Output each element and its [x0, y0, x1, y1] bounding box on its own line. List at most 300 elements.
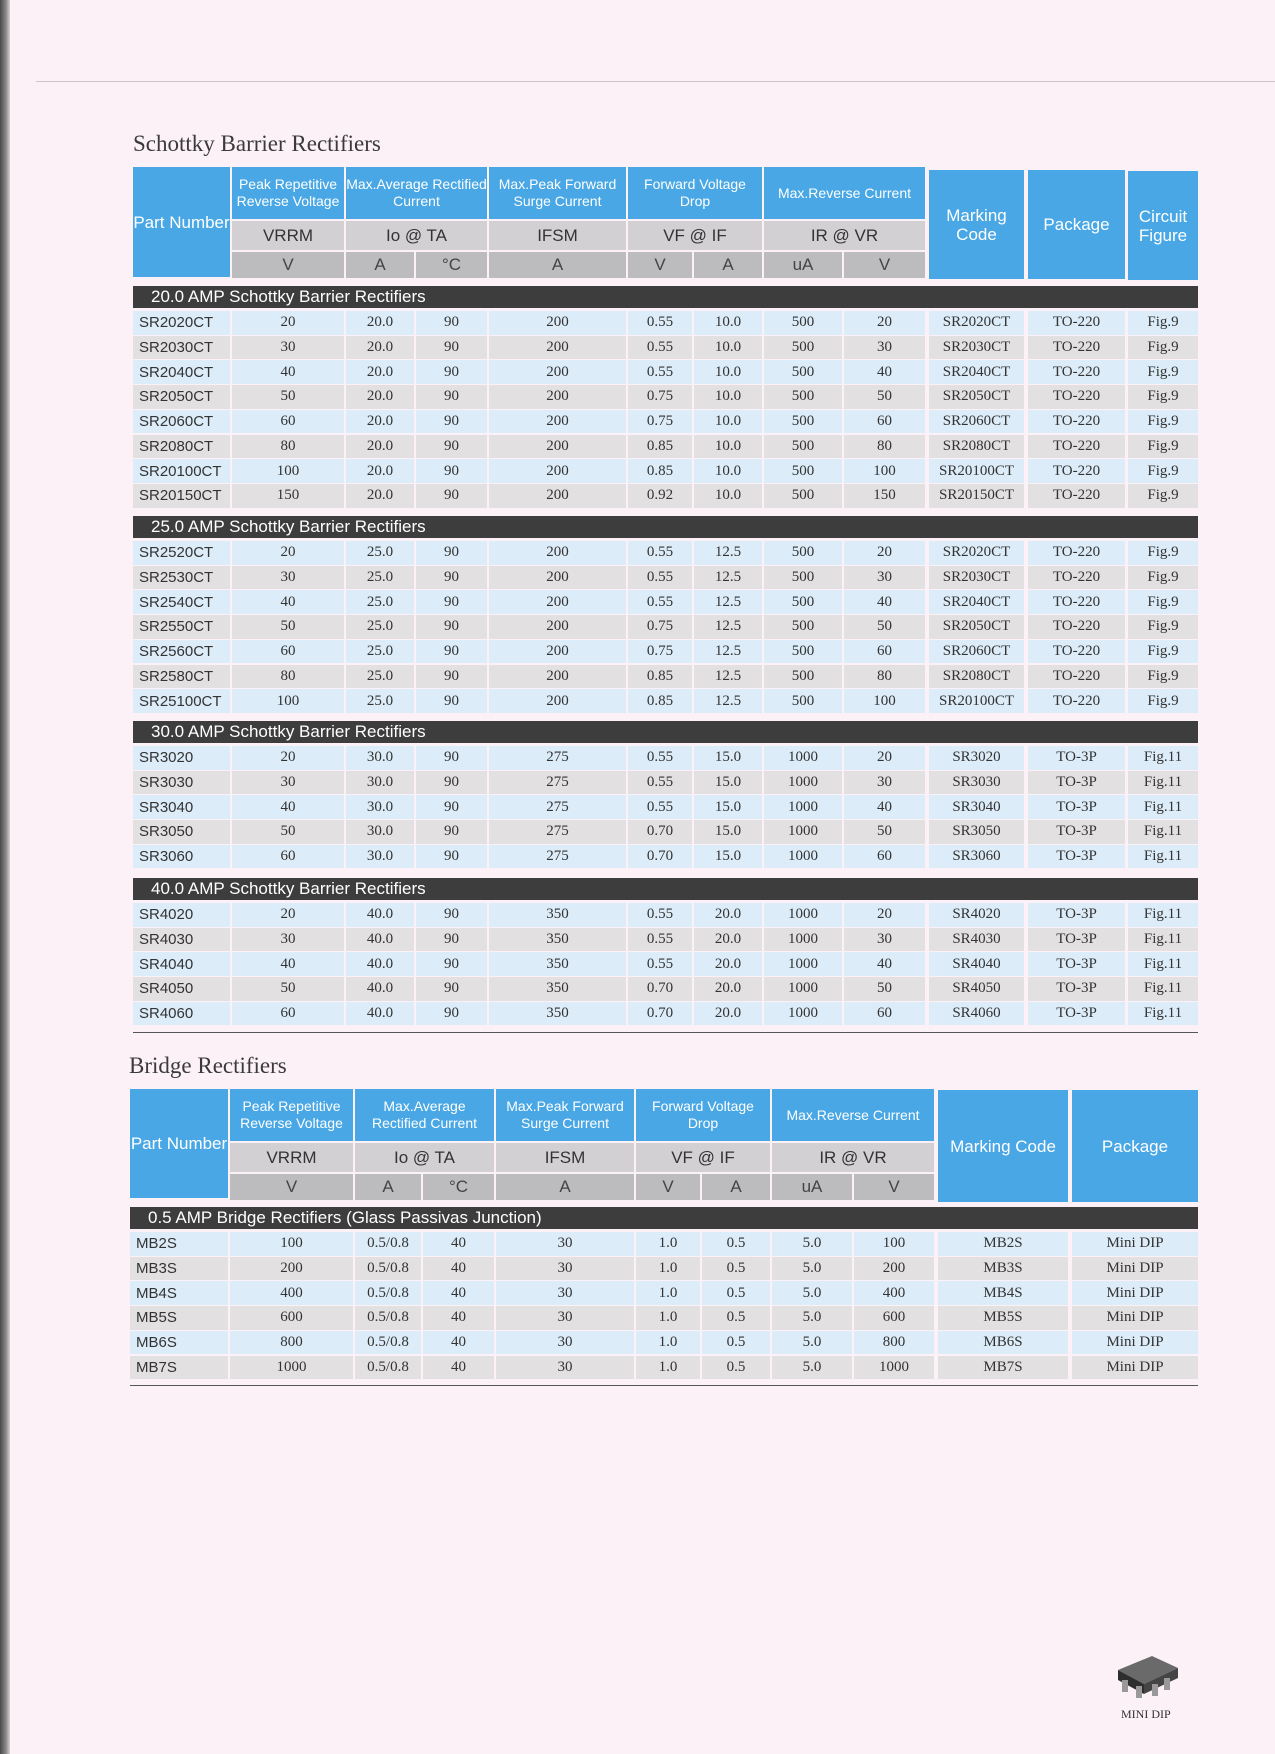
cell-vrrm: 200 — [280, 1260, 303, 1277]
cell-vrrm: 60 — [280, 643, 296, 660]
cell-circuit-figure: Fig.9 — [1147, 462, 1179, 479]
header-sym-vf: VF @ IF — [636, 1143, 770, 1172]
cell-vrrm: 1000 — [276, 1358, 307, 1375]
cell-ifsm: 200 — [546, 314, 569, 331]
cell-marking-code: MB4S — [983, 1284, 1023, 1301]
cell-vrrm: 20 — [280, 906, 296, 923]
header-package: Package — [1028, 170, 1125, 279]
top-rule — [36, 81, 1275, 82]
cell-package: TO-3P — [1056, 931, 1097, 948]
header-unit-v: V — [230, 1174, 353, 1200]
group-band: 25.0 AMP Schottky Barrier Rectifiers — [133, 516, 1198, 538]
cell-package: TO-220 — [1052, 437, 1101, 454]
header-io-title: Max.Average Rectified Current — [355, 1089, 494, 1141]
cell-vr: 30 — [877, 774, 892, 791]
header-sym-ir: IR @ VR — [772, 1143, 934, 1172]
cell-io: 40.0 — [366, 1005, 394, 1022]
header-unit-ua: uA — [764, 252, 842, 278]
cell-package: TO-3P — [1056, 823, 1097, 840]
cell-part-number: SR2550CT — [139, 618, 214, 636]
cell-circuit-figure: Fig.11 — [1143, 980, 1183, 997]
cell-vf: 0.85 — [646, 692, 674, 709]
cell-io: 25.0 — [366, 569, 394, 586]
cell-io: 0.5/0.8 — [367, 1284, 409, 1301]
cell-ir: 1000 — [788, 749, 818, 766]
cell-ir: 500 — [791, 314, 815, 331]
cell-vrrm: 60 — [280, 413, 296, 430]
cell-ifsm: 350 — [546, 906, 569, 923]
cell-vr: 150 — [873, 487, 896, 504]
header-unit-v: V — [854, 1174, 934, 1200]
cell-part-number: SR3040 — [139, 798, 194, 816]
cell-package: Mini DIP — [1106, 1260, 1164, 1277]
cell-vr: 40 — [877, 955, 892, 972]
cell-ta: 90 — [444, 544, 459, 561]
cell-vrrm: 100 — [276, 462, 300, 479]
cell-io: 20.0 — [366, 339, 394, 356]
mini-dip-caption: MINI DIP — [1121, 1707, 1171, 1721]
cell-package: TO-220 — [1052, 314, 1101, 331]
cell-vr: 400 — [882, 1284, 906, 1301]
cell-vf: 1.0 — [658, 1260, 678, 1277]
cell-vf: 0.55 — [646, 798, 674, 815]
cell-io: 20.0 — [366, 363, 394, 380]
cell-ifsm: 30 — [557, 1235, 573, 1252]
cell-package: TO-220 — [1052, 618, 1101, 635]
cell-vrrm: 30 — [280, 339, 296, 356]
cell-ifsm: 200 — [546, 618, 569, 635]
cell-ta: 90 — [444, 749, 459, 766]
table-row — [0, 336, 1275, 360]
cell-ir: 500 — [791, 437, 815, 454]
cell-ifsm: 200 — [546, 569, 569, 586]
header-vrrm-title: Peak Repetitive Reverse Voltage — [232, 167, 344, 219]
cell-vf: 0.75 — [646, 388, 674, 405]
cell-part-number: SR20100CT — [139, 462, 222, 480]
cell-circuit-figure: Fig.9 — [1147, 363, 1179, 380]
cell-part-number: SR4040 — [139, 955, 194, 973]
cell-ir: 1000 — [788, 931, 818, 948]
header-unit-degc: °C — [416, 252, 487, 278]
cell-part-number: SR4060 — [139, 1005, 194, 1023]
cell-io: 30.0 — [366, 798, 394, 815]
cell-circuit-figure: Fig.9 — [1147, 569, 1179, 586]
header-unit-v: V — [636, 1174, 700, 1200]
header-ifsm-title: Max.Peak Forward Surge Current — [496, 1089, 634, 1141]
cell-package: TO-220 — [1052, 667, 1101, 684]
group-band: 20.0 AMP Schottky Barrier Rectifiers — [133, 286, 1198, 308]
cell-ir: 1000 — [788, 823, 818, 840]
cell-vr: 60 — [877, 643, 892, 660]
cell-io: 25.0 — [366, 643, 394, 660]
cell-io: 25.0 — [366, 692, 394, 709]
cell-circuit-figure: Fig.11 — [1143, 906, 1183, 923]
cell-io: 25.0 — [366, 618, 394, 635]
cell-vf: 0.92 — [646, 487, 674, 504]
cell-vf: 0.55 — [646, 906, 674, 923]
cell-ir: 5.0 — [802, 1284, 822, 1301]
cell-marking-code: SR2060CT — [942, 643, 1011, 660]
header-sym-vrrm: VRRM — [230, 1143, 353, 1172]
cell-marking-code: SR20150CT — [938, 487, 1014, 504]
cell-vr: 50 — [877, 388, 892, 405]
cell-io: 20.0 — [366, 462, 394, 479]
table-row — [0, 410, 1275, 434]
cell-if: 10.0 — [714, 413, 742, 430]
cell-package: TO-220 — [1052, 413, 1101, 430]
cell-if: 10.0 — [714, 363, 742, 380]
cell-ta: 40 — [451, 1235, 466, 1252]
cell-vf: 1.0 — [658, 1235, 678, 1252]
cell-ta: 90 — [444, 618, 459, 635]
cell-vf: 0.75 — [646, 413, 674, 430]
cell-part-number: SR25100CT — [139, 692, 222, 710]
cell-ta: 90 — [444, 339, 459, 356]
cell-if: 10.0 — [714, 339, 742, 356]
cell-vr: 100 — [882, 1235, 906, 1252]
header-marking-code: Marking Code — [938, 1090, 1068, 1202]
cell-ir: 5.0 — [802, 1309, 822, 1326]
cell-io: 20.0 — [366, 314, 394, 331]
header-unit-v: V — [232, 252, 344, 278]
header-unit-a: A — [355, 1174, 421, 1200]
mini-dip-chip-icon — [1108, 1646, 1184, 1706]
cell-ta: 90 — [444, 363, 459, 380]
cell-if: 15.0 — [714, 848, 742, 865]
cell-ifsm: 30 — [557, 1260, 573, 1277]
cell-ta: 90 — [444, 487, 459, 504]
cell-part-number: MB4S — [136, 1284, 177, 1302]
cell-ifsm: 30 — [557, 1309, 573, 1326]
cell-marking-code: SR2020CT — [942, 314, 1011, 331]
header-sym-io: Io @ TA — [355, 1143, 494, 1172]
cell-vrrm: 60 — [280, 1005, 296, 1022]
cell-if: 15.0 — [714, 798, 742, 815]
cell-part-number: SR3020 — [139, 749, 194, 767]
cell-io: 30.0 — [366, 749, 394, 766]
cell-ir: 500 — [791, 667, 815, 684]
cell-marking-code: SR3020 — [952, 749, 1001, 766]
cell-vr: 80 — [877, 437, 892, 454]
cell-circuit-figure: Fig.9 — [1147, 692, 1179, 709]
cell-package: TO-3P — [1056, 1005, 1097, 1022]
cell-vf: 0.75 — [646, 643, 674, 660]
cell-if: 12.5 — [714, 618, 742, 635]
cell-ta: 90 — [444, 906, 459, 923]
cell-vrrm: 150 — [276, 487, 300, 504]
cell-vr: 30 — [877, 569, 892, 586]
cell-part-number: MB5S — [136, 1309, 177, 1327]
cell-ifsm: 275 — [546, 749, 569, 766]
header-sym-ifsm: IFSM — [489, 221, 626, 250]
cell-vrrm: 80 — [280, 437, 296, 454]
cell-ir: 500 — [791, 363, 815, 380]
cell-marking-code: MB5S — [983, 1309, 1023, 1326]
cell-if: 10.0 — [714, 437, 742, 454]
cell-package: TO-3P — [1056, 798, 1097, 815]
cell-vf: 0.70 — [646, 1005, 674, 1022]
cell-ta: 90 — [444, 314, 459, 331]
cell-vr: 30 — [877, 339, 892, 356]
cell-if: 20.0 — [714, 931, 742, 948]
cell-if: 12.5 — [714, 692, 742, 709]
cell-package: TO-220 — [1052, 692, 1101, 709]
cell-ir: 500 — [791, 462, 815, 479]
cell-package: Mini DIP — [1106, 1334, 1164, 1351]
header-io-title: Max.Average Rectified Current — [346, 167, 487, 219]
cell-vr: 50 — [877, 823, 892, 840]
cell-marking-code: SR3050 — [952, 823, 1001, 840]
cell-ta: 90 — [444, 388, 459, 405]
cell-ir: 5.0 — [802, 1358, 822, 1375]
cell-package: Mini DIP — [1106, 1284, 1164, 1301]
cell-marking-code: SR2050CT — [942, 388, 1011, 405]
cell-vrrm: 20 — [280, 749, 296, 766]
cell-ta: 90 — [444, 848, 459, 865]
table-row — [0, 1232, 1275, 1256]
cell-part-number: SR2020CT — [139, 314, 214, 332]
cell-package: TO-220 — [1052, 462, 1101, 479]
cell-circuit-figure: Fig.9 — [1147, 544, 1179, 561]
cell-marking-code: SR4030 — [952, 931, 1001, 948]
cell-ta: 90 — [444, 413, 459, 430]
cell-circuit-figure: Fig.11 — [1143, 1005, 1183, 1022]
table-bottom-rule — [133, 1032, 1198, 1033]
cell-io: 20.0 — [366, 413, 394, 430]
cell-vf: 0.85 — [646, 667, 674, 684]
cell-vr: 30 — [877, 931, 892, 948]
cell-vf: 0.70 — [646, 823, 674, 840]
cell-ifsm: 200 — [546, 487, 569, 504]
cell-vrrm: 100 — [276, 692, 300, 709]
cell-vr: 40 — [877, 363, 892, 380]
cell-io: 0.5/0.8 — [367, 1235, 409, 1252]
cell-package: TO-3P — [1056, 980, 1097, 997]
cell-vr: 50 — [877, 980, 892, 997]
cell-vf: 0.55 — [646, 544, 674, 561]
cell-ifsm: 350 — [546, 931, 569, 948]
table-row — [0, 952, 1275, 976]
cell-if: 15.0 — [714, 774, 742, 791]
cell-vf: 0.85 — [646, 437, 674, 454]
cell-package: TO-3P — [1056, 774, 1097, 791]
cell-marking-code: SR4060 — [952, 1005, 1001, 1022]
cell-circuit-figure: Fig.9 — [1147, 339, 1179, 356]
cell-ifsm: 30 — [557, 1334, 573, 1351]
cell-circuit-figure: Fig.9 — [1147, 643, 1179, 660]
cell-marking-code: SR3030 — [952, 774, 1001, 791]
cell-vr: 60 — [877, 848, 892, 865]
cell-vf: 0.55 — [646, 749, 674, 766]
cell-package: Mini DIP — [1106, 1309, 1164, 1326]
table-row — [0, 1306, 1275, 1330]
cell-ta: 90 — [444, 955, 459, 972]
cell-if: 15.0 — [714, 823, 742, 840]
table-row — [0, 795, 1275, 819]
cell-part-number: SR2520CT — [139, 544, 214, 562]
cell-vr: 20 — [877, 749, 892, 766]
cell-ifsm: 30 — [557, 1358, 573, 1375]
cell-vrrm: 50 — [280, 823, 296, 840]
cell-part-number: MB7S — [136, 1358, 177, 1376]
header-unit-a: A — [702, 1174, 770, 1200]
cell-package: TO-3P — [1056, 749, 1097, 766]
header-sym-io: Io @ TA — [346, 221, 487, 250]
cell-vr: 100 — [873, 692, 896, 709]
cell-io: 40.0 — [366, 980, 394, 997]
cell-ir: 1000 — [788, 906, 818, 923]
cell-io: 20.0 — [366, 388, 394, 405]
cell-ir: 5.0 — [802, 1260, 822, 1277]
header-unit-ua: uA — [772, 1174, 852, 1200]
cell-circuit-figure: Fig.9 — [1147, 437, 1179, 454]
cell-marking-code: SR2080CT — [942, 437, 1011, 454]
cell-io: 40.0 — [366, 931, 394, 948]
cell-ifsm: 200 — [546, 593, 569, 610]
cell-part-number: SR3050 — [139, 823, 194, 841]
cell-ir: 500 — [791, 593, 815, 610]
cell-ifsm: 200 — [546, 544, 569, 561]
header-sym-ir: IR @ VR — [764, 221, 925, 250]
cell-vf: 0.55 — [646, 774, 674, 791]
cell-io: 25.0 — [366, 593, 394, 610]
cell-package: TO-3P — [1056, 906, 1097, 923]
header-part-number: Part Number — [130, 1089, 228, 1198]
cell-circuit-figure: Fig.11 — [1143, 848, 1183, 865]
cell-part-number: SR4050 — [139, 980, 194, 998]
group-band: 40.0 AMP Schottky Barrier Rectifiers — [133, 878, 1198, 900]
table-row — [0, 1002, 1275, 1026]
schottky-title: Schottky Barrier Rectifiers — [133, 131, 381, 156]
cell-package: TO-220 — [1052, 593, 1101, 610]
cell-circuit-figure: Fig.11 — [1143, 931, 1183, 948]
cell-io: 20.0 — [366, 437, 394, 454]
cell-vf: 0.75 — [646, 618, 674, 635]
cell-vrrm: 50 — [280, 388, 296, 405]
cell-marking-code: MB3S — [983, 1260, 1023, 1277]
cell-part-number: SR2040CT — [139, 363, 214, 381]
cell-package: Mini DIP — [1106, 1235, 1164, 1252]
cell-circuit-figure: Fig.11 — [1143, 955, 1183, 972]
cell-vf: 0.55 — [646, 931, 674, 948]
cell-ifsm: 200 — [546, 462, 569, 479]
cell-part-number: MB3S — [136, 1260, 177, 1278]
cell-ta: 90 — [444, 462, 459, 479]
cell-ir: 500 — [791, 487, 815, 504]
cell-part-number: SR4020 — [139, 906, 194, 924]
cell-io: 0.5/0.8 — [367, 1358, 409, 1375]
cell-if: 0.5 — [726, 1358, 746, 1375]
cell-if: 20.0 — [714, 906, 742, 923]
cell-io: 25.0 — [366, 667, 394, 684]
cell-vrrm: 40 — [280, 955, 296, 972]
cell-ifsm: 275 — [546, 774, 569, 791]
table-row — [0, 360, 1275, 384]
header-ir-title: Max.Reverse Current — [764, 167, 925, 219]
cell-if: 20.0 — [714, 955, 742, 972]
group-band: 30.0 AMP Schottky Barrier Rectifiers — [133, 721, 1198, 743]
cell-package: TO-220 — [1052, 363, 1101, 380]
cell-part-number: SR3060 — [139, 848, 194, 866]
cell-vf: 0.55 — [646, 569, 674, 586]
cell-ifsm: 275 — [546, 798, 569, 815]
cell-marking-code: SR2080CT — [942, 667, 1011, 684]
header-unit-degc: °C — [423, 1174, 494, 1200]
cell-vr: 40 — [877, 798, 892, 815]
cell-io: 0.5/0.8 — [367, 1309, 409, 1326]
cell-circuit-figure: Fig.9 — [1147, 314, 1179, 331]
cell-circuit-figure: Fig.9 — [1147, 593, 1179, 610]
cell-vf: 1.0 — [658, 1334, 678, 1351]
header-unit-a: A — [694, 252, 762, 278]
cell-marking-code: MB7S — [983, 1358, 1023, 1375]
cell-marking-code: SR4020 — [952, 906, 1001, 923]
table-bottom-rule — [130, 1385, 1198, 1386]
cell-ir: 500 — [791, 388, 815, 405]
table-row — [0, 541, 1275, 565]
table-row — [0, 566, 1275, 590]
cell-ifsm: 275 — [546, 823, 569, 840]
cell-if: 10.0 — [714, 487, 742, 504]
cell-ifsm: 30 — [557, 1284, 573, 1301]
cell-ta: 90 — [444, 569, 459, 586]
header-part-number: Part Number — [133, 167, 230, 277]
cell-part-number: SR3030 — [139, 774, 194, 792]
cell-ifsm: 200 — [546, 667, 569, 684]
cell-if: 12.5 — [714, 643, 742, 660]
cell-ifsm: 200 — [546, 388, 569, 405]
cell-io: 0.5/0.8 — [367, 1260, 409, 1277]
cell-ta: 40 — [451, 1284, 466, 1301]
cell-part-number: SR2080CT — [139, 437, 214, 455]
cell-part-number: SR4030 — [139, 931, 194, 949]
cell-part-number: SR2530CT — [139, 569, 214, 587]
cell-vrrm: 80 — [280, 667, 296, 684]
cell-vf: 0.55 — [646, 339, 674, 356]
cell-ta: 40 — [451, 1309, 466, 1326]
cell-if: 20.0 — [714, 980, 742, 997]
cell-io: 0.5/0.8 — [367, 1334, 409, 1351]
header-unit-a: A — [346, 252, 414, 278]
cell-io: 30.0 — [366, 848, 394, 865]
cell-marking-code: SR2040CT — [942, 363, 1011, 380]
cell-package: Mini DIP — [1106, 1358, 1164, 1375]
cell-if: 12.5 — [714, 593, 742, 610]
table-row — [0, 820, 1275, 844]
cell-vrrm: 40 — [280, 363, 296, 380]
cell-ta: 40 — [451, 1334, 466, 1351]
header-unit-v: V — [844, 252, 925, 278]
cell-ir: 500 — [791, 643, 815, 660]
table-row — [0, 746, 1275, 770]
cell-part-number: MB6S — [136, 1334, 177, 1352]
cell-marking-code: SR4040 — [952, 955, 1001, 972]
cell-ir: 500 — [791, 339, 815, 356]
cell-circuit-figure: Fig.11 — [1143, 749, 1183, 766]
cell-marking-code: SR2030CT — [942, 569, 1011, 586]
cell-ta: 90 — [444, 931, 459, 948]
cell-ifsm: 350 — [546, 1005, 569, 1022]
cell-ta: 90 — [444, 643, 459, 660]
cell-vrrm: 100 — [280, 1235, 303, 1252]
cell-ta: 90 — [444, 437, 459, 454]
cell-ir: 500 — [791, 569, 815, 586]
cell-part-number: SR2050CT — [139, 388, 214, 406]
cell-vf: 0.70 — [646, 848, 674, 865]
cell-circuit-figure: Fig.9 — [1147, 388, 1179, 405]
table-row — [0, 771, 1275, 795]
cell-ta: 40 — [451, 1260, 466, 1277]
